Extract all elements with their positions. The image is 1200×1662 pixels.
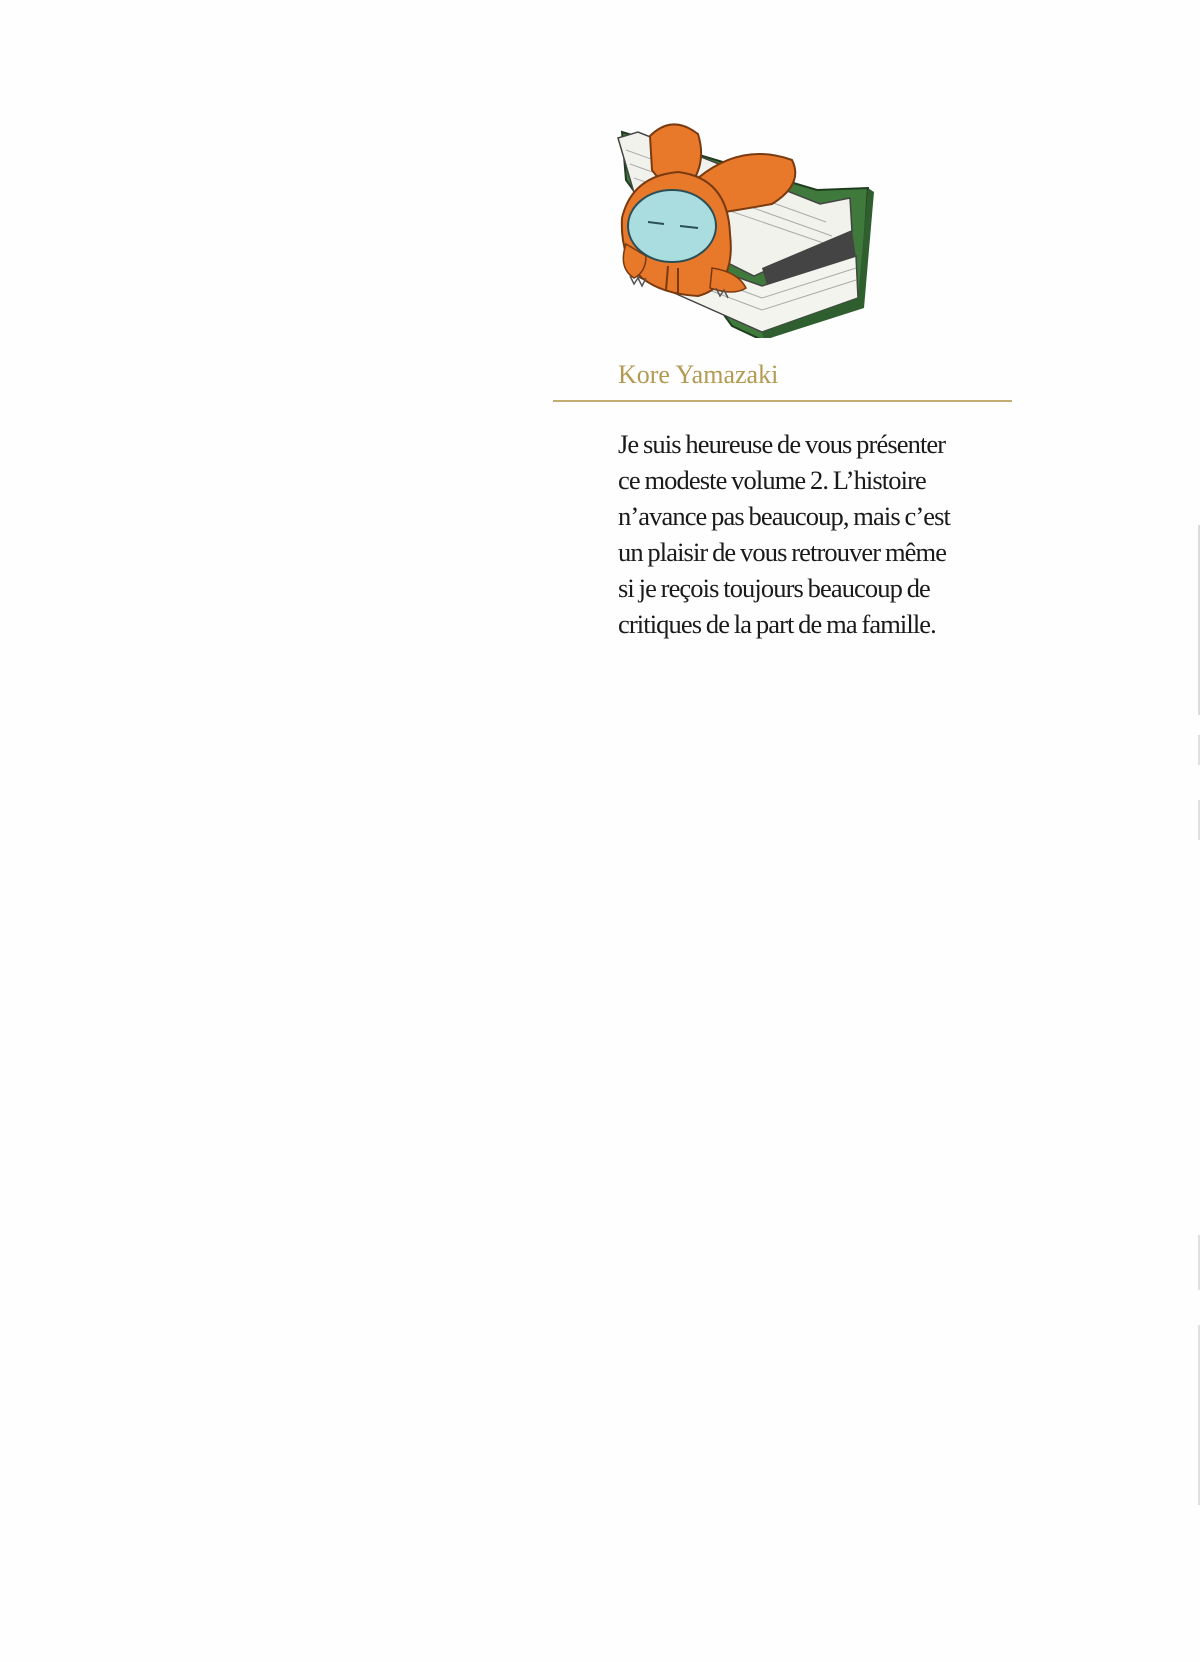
character-in-book-icon [612, 118, 912, 338]
message-line: ce modeste volume 2. L’histoire [618, 465, 926, 495]
author-message [618, 426, 1038, 642]
author-name: Kore Yamazaki [618, 360, 779, 389]
message-line: si je reçois toujours beaucoup de [618, 573, 930, 603]
message-line: Je suis heureuse de vous présenter [618, 429, 946, 459]
message-line: un plaisir de vous retrouver même [618, 537, 947, 567]
message-line: n’avance pas beaucoup, mais c’est [618, 501, 950, 531]
message-line: critiques de la part de ma famille. [618, 609, 936, 639]
divider [553, 400, 1012, 402]
